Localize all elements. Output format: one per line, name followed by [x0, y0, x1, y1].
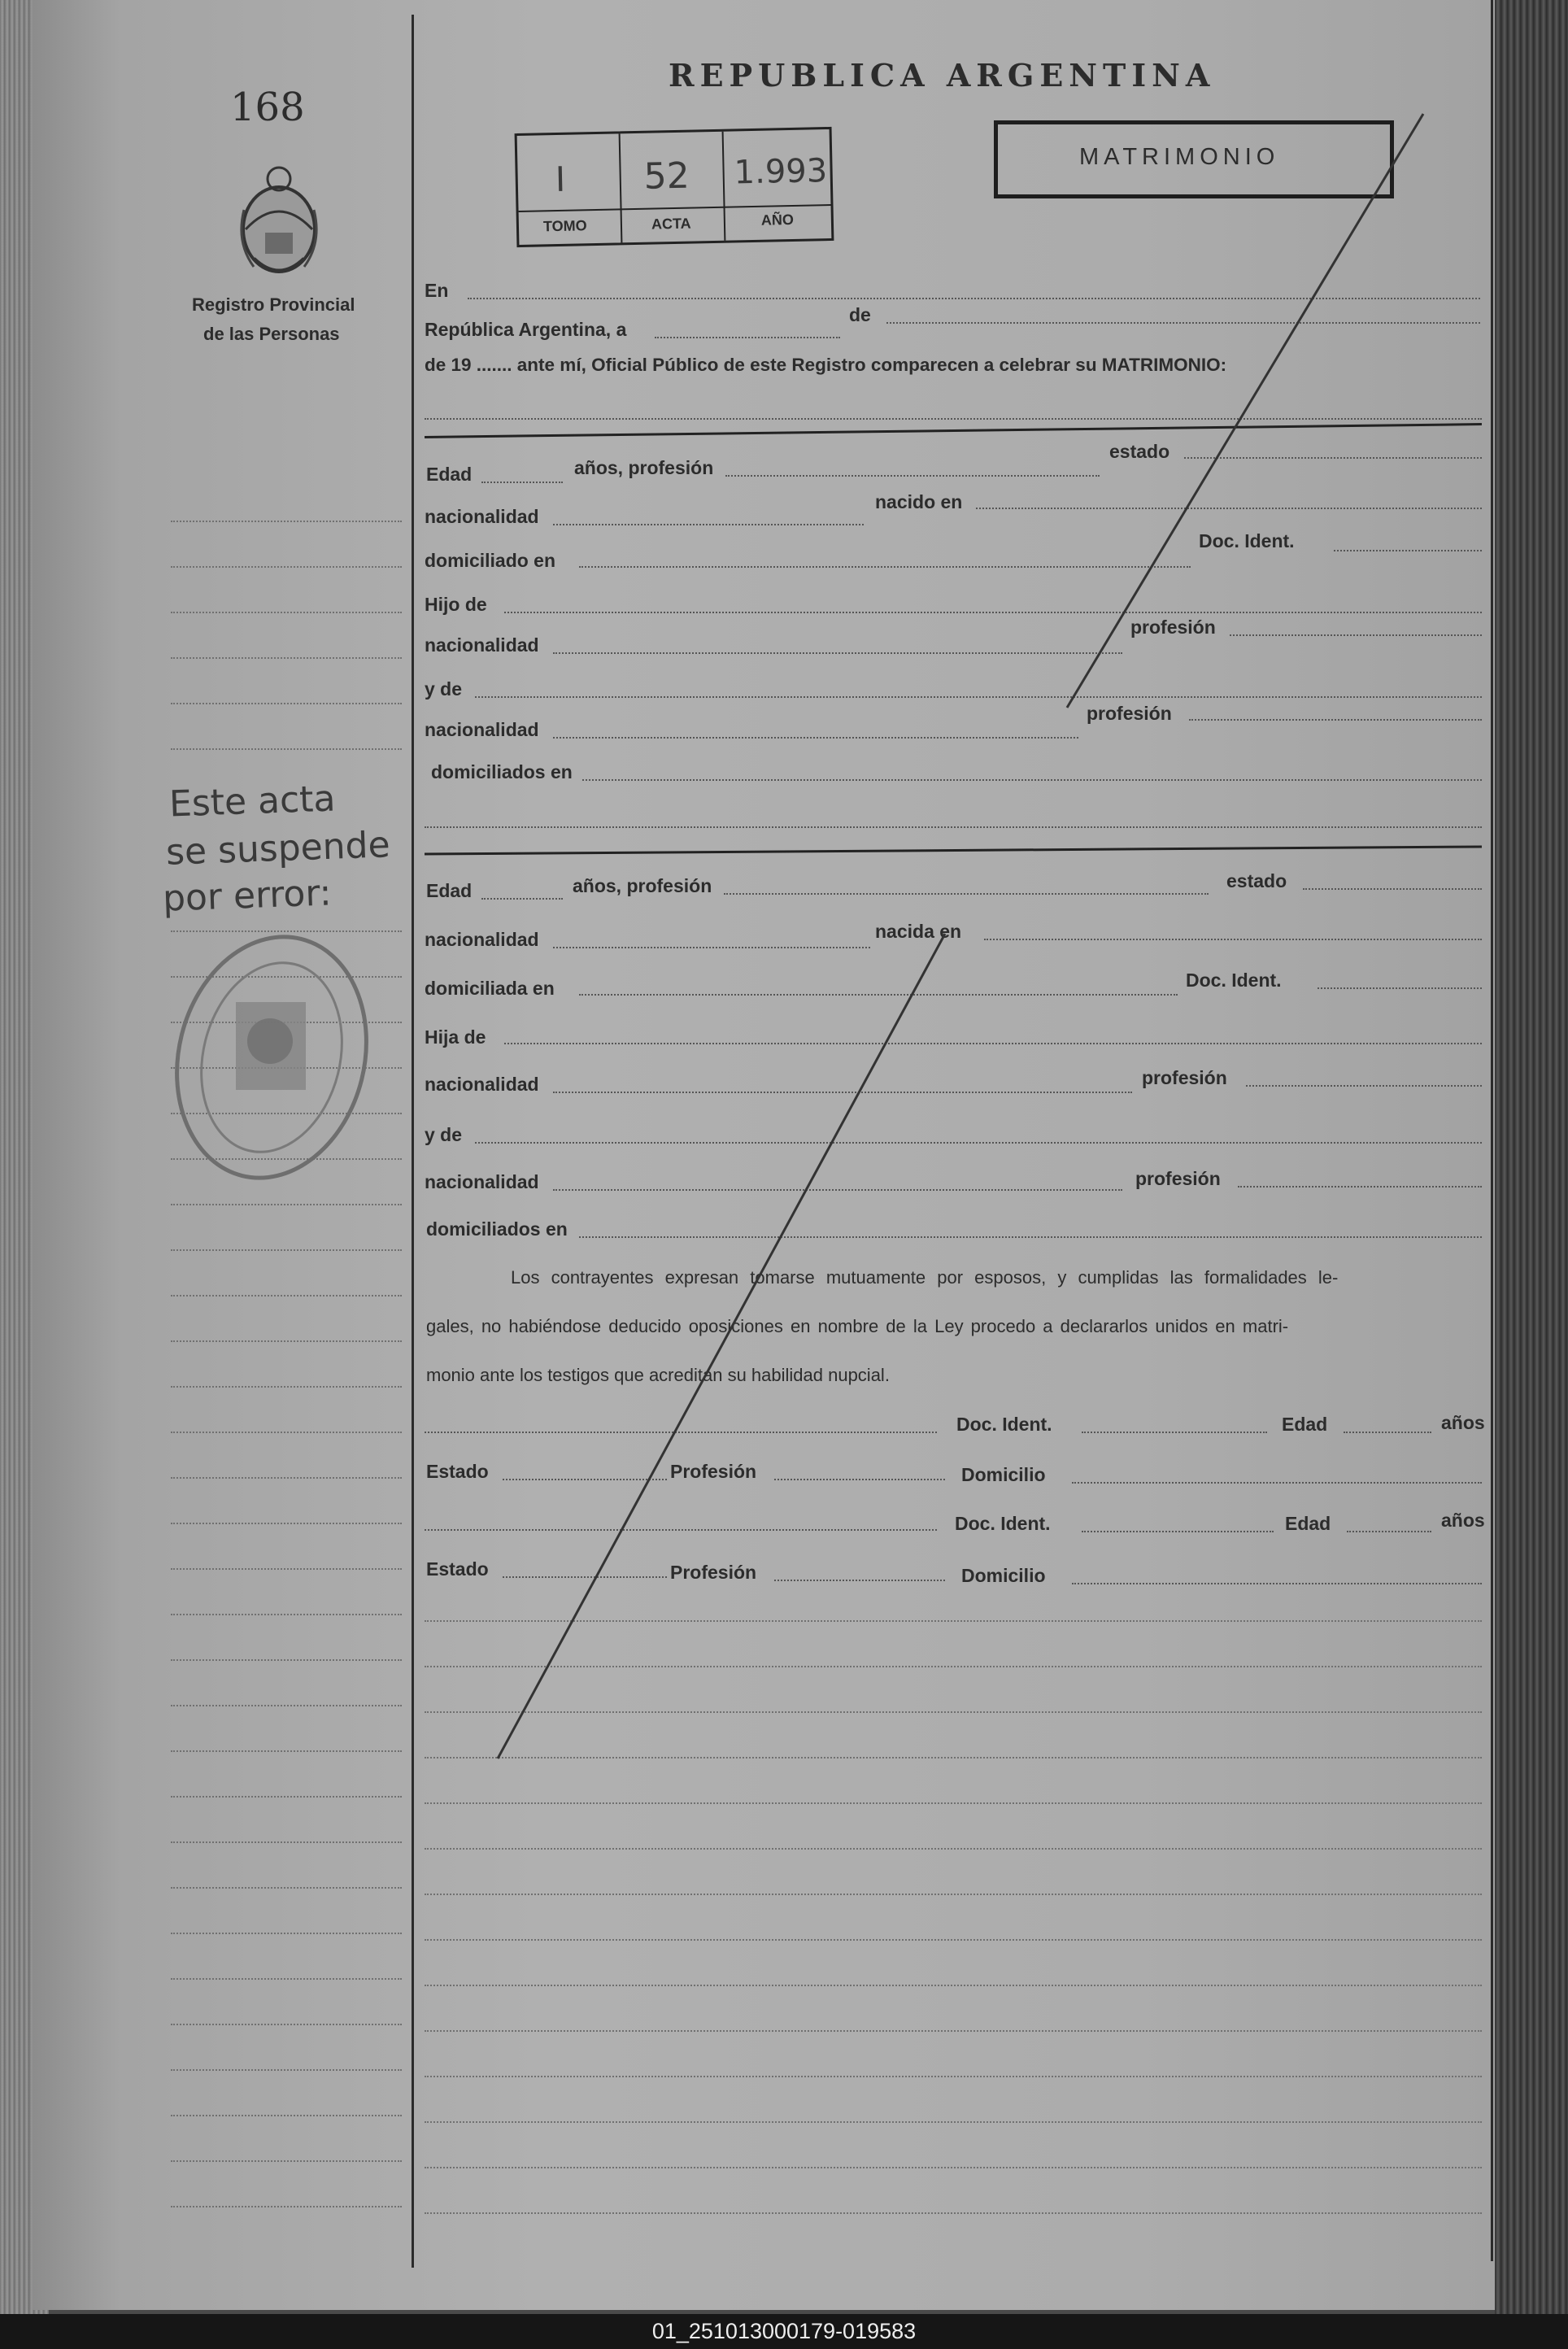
witness-1-profesion: Profesión — [670, 1461, 757, 1482]
tomo-value: I — [555, 159, 566, 200]
groom-domiciliados-en: domiciliados en — [431, 761, 573, 782]
witness-1-edad: Edad — [1282, 1414, 1328, 1435]
bride-domiciliada-en: domiciliada en — [425, 978, 555, 999]
annotation-line-3: por error: — [162, 872, 333, 920]
bride-hija-de: Hija de — [425, 1026, 486, 1048]
groom-nacionalidad-2: nacionalidad — [425, 634, 539, 656]
groom-nacido-en: nacido en — [875, 491, 963, 512]
annotation-line-1: Este acta — [168, 778, 337, 826]
intro-de: de — [849, 304, 871, 325]
annotation-line-2: se suspende — [165, 824, 391, 874]
witness-2-estado: Estado — [426, 1558, 489, 1580]
intro-en: En — [425, 280, 449, 301]
bride-nacionalidad-2: nacionalidad — [425, 1074, 539, 1095]
bride-y-de: y de — [425, 1124, 463, 1145]
witness-1-estado: Estado — [426, 1461, 489, 1482]
groom-profesion-1: profesión — [1130, 617, 1216, 638]
witness-2-domicilio: Domicilio — [961, 1565, 1046, 1586]
bride-estado: estado — [1226, 870, 1287, 891]
groom-hijo-de: Hijo de — [425, 594, 487, 615]
bride-domiciliados-en: domiciliados en — [426, 1218, 568, 1240]
acta-value: 52 — [643, 155, 690, 198]
registry-line-2: de las Personas — [203, 324, 340, 344]
witness-1-doc-ident: Doc. Ident. — [956, 1414, 1052, 1435]
witness-2-doc-ident: Doc. Ident. — [955, 1513, 1051, 1534]
tomo-label: TOMO — [542, 217, 587, 235]
declaration-line-2: gales, no habiéndose deducido oposiciones en nombre de la Ley procedo a declararlos unidos en matri- — [426, 1316, 1289, 1336]
intro-line3: de 19 ....... ante mí, Oficial Público de este Registro comparecen a celebrar su MATRIMONIO: — [425, 355, 1227, 375]
groom-domiciliado-en: domiciliado en — [425, 550, 556, 571]
declaration-line-3: monio ante los testigos que acreditan su habilidad nupcial. — [426, 1365, 890, 1385]
bride-profesion-2: profesión — [1135, 1168, 1221, 1189]
groom-estado: estado — [1109, 441, 1170, 462]
ano-label: AÑO — [760, 211, 795, 229]
registry-line-1: Registro Provincial — [192, 294, 355, 315]
bride-nacionalidad: nacionalidad — [425, 929, 539, 950]
groom-nacionalidad-3: nacionalidad — [425, 719, 539, 740]
groom-anos-profesion: años, profesión — [574, 457, 714, 478]
groom-nacionalidad: nacionalidad — [425, 506, 539, 527]
declaration-line-1: Los contrayentes expresan tomarse mutuamente por esposos, y cumplidas las formalidades le- — [511, 1267, 1339, 1288]
witness-1-anos: años — [1441, 1412, 1485, 1433]
record-type-label: MATRIMONIO — [1079, 144, 1280, 170]
witness-2-anos: años — [1441, 1510, 1485, 1531]
groom-profesion-2: profesión — [1087, 703, 1172, 724]
groom-doc-ident: Doc. Ident. — [1199, 530, 1295, 551]
page-number: 168 — [230, 85, 305, 130]
footer-filename: 01_251013000179-019583 — [0, 2314, 1568, 2349]
bride-doc-ident: Doc. Ident. — [1186, 970, 1282, 991]
groom-edad: Edad — [426, 464, 473, 485]
bride-profesion-1: profesión — [1142, 1067, 1227, 1088]
witness-1-domicilio: Domicilio — [961, 1464, 1046, 1485]
bride-nacida-en: nacida en — [875, 921, 962, 942]
intro-republica: República Argentina, a — [425, 319, 627, 340]
ano-value: 1.993 — [734, 152, 828, 192]
bride-edad: Edad — [426, 880, 473, 901]
bride-nacionalidad-3: nacionalidad — [425, 1171, 539, 1192]
witness-2-edad: Edad — [1285, 1513, 1331, 1534]
acta-label: ACTA — [651, 215, 691, 233]
bride-anos-profesion: años, profesión — [573, 875, 712, 896]
country-title: REPUBLICA ARGENTINA — [669, 57, 1216, 94]
groom-y-de: y de — [425, 678, 463, 699]
witness-2-profesion: Profesión — [670, 1562, 757, 1583]
